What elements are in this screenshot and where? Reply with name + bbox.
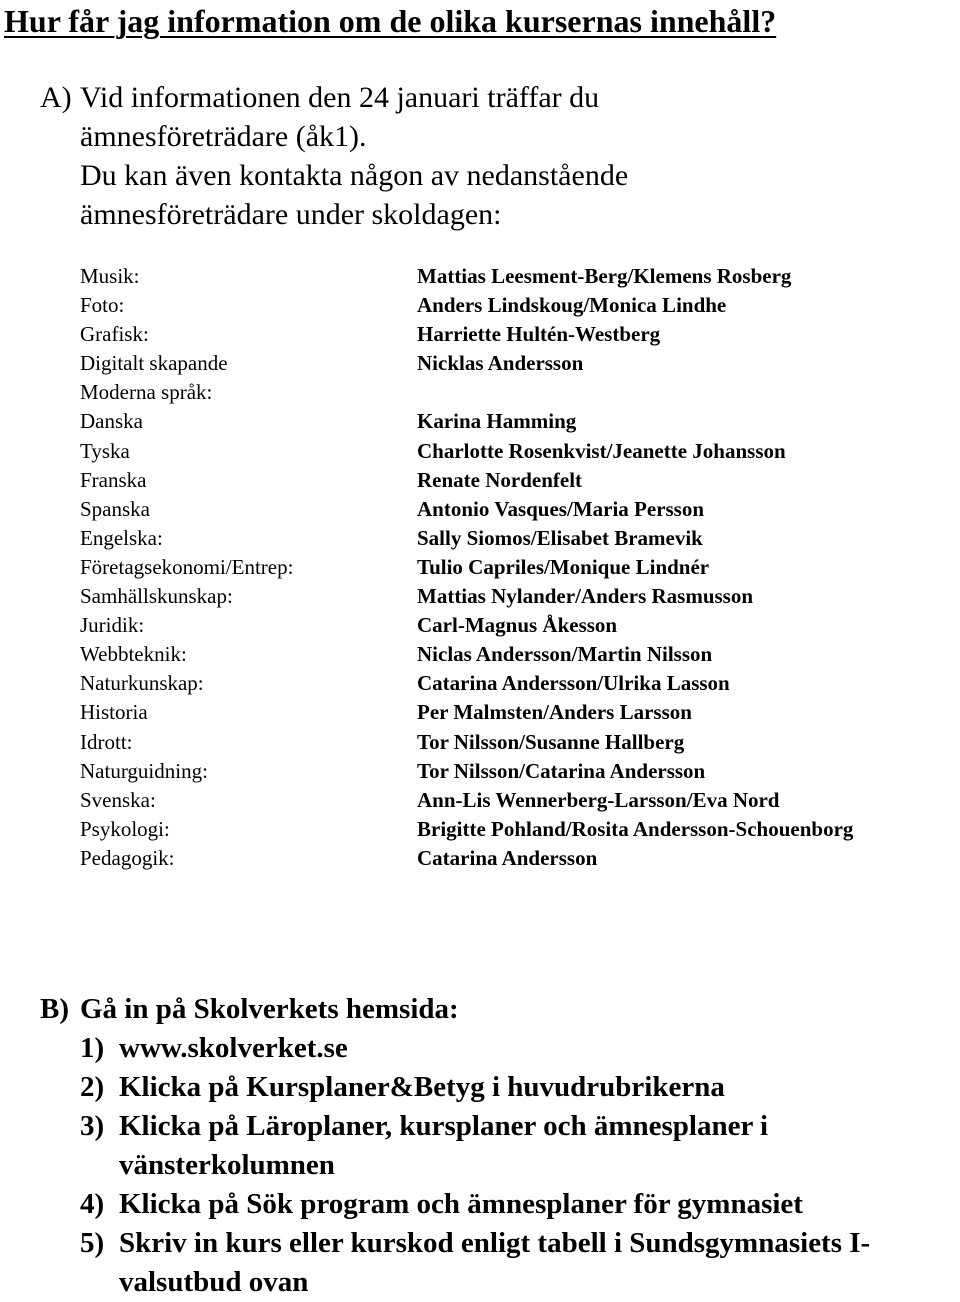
contact-row: [80, 640, 950, 669]
contact-names: Tulio Capriles/Monique Lindnér: [417, 554, 710, 579]
section-a-marker: A): [40, 81, 72, 114]
contact-row: [80, 786, 950, 815]
step-text: Klicka på Sök program och ämnesplaner för gymnasiet: [119, 1188, 803, 1220]
contact-subject: Webbteknik:: [80, 642, 187, 667]
contact-row: [80, 407, 950, 436]
step-number: 2): [80, 1071, 105, 1103]
contact-row: [80, 349, 950, 378]
contact-names: Antonio Vasques/Maria Persson: [417, 496, 705, 521]
contact-row: [80, 291, 950, 320]
contact-subject: Tyska: [80, 438, 130, 463]
step-number: 1): [80, 1032, 105, 1064]
section-b-marker: B): [40, 993, 69, 1025]
contact-row: [80, 815, 950, 844]
contact-names: Catarina Andersson: [417, 845, 598, 870]
contact-names: Tor Nilsson/Catarina Andersson: [417, 758, 706, 783]
contact-row: [80, 320, 950, 349]
section-b-heading: Gå in på Skolverkets hemsida:: [80, 993, 459, 1025]
contact-subject: Danska: [80, 409, 143, 434]
contact-list: [80, 262, 950, 873]
contact-names: Mattias Leesment-Berg/Klemens Rosberg: [417, 264, 792, 288]
contact-subject: Engelska:: [80, 525, 163, 550]
step-number: 5): [80, 1227, 105, 1259]
contact-names: Renate Nordenfelt: [417, 467, 583, 492]
step-number: 4): [80, 1188, 105, 1220]
contact-subject: Psykologi:: [80, 816, 170, 841]
contact-names: Nicklas Andersson: [417, 351, 584, 376]
section-b: [40, 990, 959, 1302]
contact-subject: Digitalt skapande: [80, 351, 228, 376]
contact-row: [80, 582, 950, 611]
section-a-line: ämnesföreträdare (åk1).: [80, 120, 367, 153]
step-item: [80, 1185, 959, 1224]
contact-subject: Musik:: [80, 264, 140, 288]
contact-names: Anders Lindskoug/Monica Lindhe: [417, 293, 727, 318]
contact-row: [80, 437, 950, 466]
step-item: [80, 1068, 959, 1107]
section-a-row: [40, 78, 628, 234]
contact-names: Per Malmsten/Anders Larsson: [417, 700, 692, 725]
contact-row: [80, 378, 950, 407]
contact-names: Brigitte Pohland/Rosita Andersson-Schouenborg: [417, 816, 854, 841]
contact-names: Sally Siomos/Elisabet Bramevik: [417, 525, 703, 550]
contact-row: [80, 262, 950, 291]
contact-row: [80, 757, 950, 786]
contact-names: Niclas Andersson/Martin Nilsson: [417, 642, 713, 667]
section-a: [40, 78, 628, 234]
contact-subject: Moderna språk:: [80, 380, 213, 405]
section-a-line: ämnesföreträdare under skoldagen:: [80, 198, 502, 231]
contact-subject: Naturguidning:: [80, 758, 208, 783]
contact-names: Catarina Andersson/Ulrika Lasson: [417, 671, 730, 696]
contact-row: [80, 466, 950, 495]
contact-subject: Naturkunskap:: [80, 671, 204, 696]
contact-names: Tor Nilsson/Susanne Hallberg: [417, 729, 685, 754]
contact-row: [80, 611, 950, 640]
contact-row: [80, 495, 950, 524]
contact-names: Mattias Nylander/Anders Rasmusson: [417, 584, 754, 609]
contact-subject: Foto:: [80, 293, 125, 318]
contact-row: [80, 844, 950, 873]
contact-row: [80, 669, 950, 698]
contact-row: [80, 524, 950, 553]
section-a-line: Vid informationen den 24 januari träffar du: [80, 81, 600, 114]
step-item: [80, 1029, 959, 1068]
step-number: 3): [80, 1110, 105, 1142]
contact-subject: Samhällskunskap:: [80, 584, 233, 609]
contact-subject: Franska: [80, 467, 147, 492]
step-list: [40, 1029, 959, 1302]
contact-names: Harriette Hultén-Westberg: [417, 322, 661, 347]
contact-subject: Grafisk:: [80, 322, 149, 347]
contact-names: Karina Hamming: [417, 409, 577, 434]
step-text: Klicka på Kursplaner&Betyg i huvudrubrikerna: [119, 1071, 725, 1103]
step-text: Klicka på Läroplaner, kursplaner och ämnesplaner i vänsterkolumnen: [119, 1110, 769, 1181]
contact-subject: Historia: [80, 700, 148, 725]
contact-names: Ann-Lis Wennerberg-Larsson/Eva Nord: [417, 787, 780, 812]
step-text: www.skolverket.se: [119, 1032, 348, 1064]
contact-subject: Spanska: [80, 496, 150, 521]
contact-subject: Juridik:: [80, 613, 145, 638]
contact-subject: Svenska:: [80, 787, 156, 812]
contact-row: [80, 553, 950, 582]
contact-names: Charlotte Rosenkvist/Jeanette Johansson: [417, 438, 786, 463]
step-item: [80, 1224, 959, 1302]
step-text: Skriv in kurs eller kurskod enligt tabell i Sundsgymnasiets I-valsutbud ovan: [119, 1227, 871, 1298]
contact-subject: Pedagogik:: [80, 845, 175, 870]
section-a-lines: [80, 78, 628, 234]
contact-subject: Företagsekonomi/Entrep:: [80, 554, 294, 579]
step-item: [80, 1107, 959, 1185]
section-a-line: Du kan även kontakta någon av nedanstående: [80, 159, 629, 192]
page-title: Hur får jag information om de olika kursernas innehåll?: [4, 3, 777, 39]
contact-subject: Idrott:: [80, 729, 133, 754]
section-b-heading-row: [40, 990, 959, 1029]
contact-names: Carl-Magnus Åkesson: [417, 613, 618, 638]
contact-row: [80, 698, 950, 727]
contact-row: [80, 728, 950, 757]
